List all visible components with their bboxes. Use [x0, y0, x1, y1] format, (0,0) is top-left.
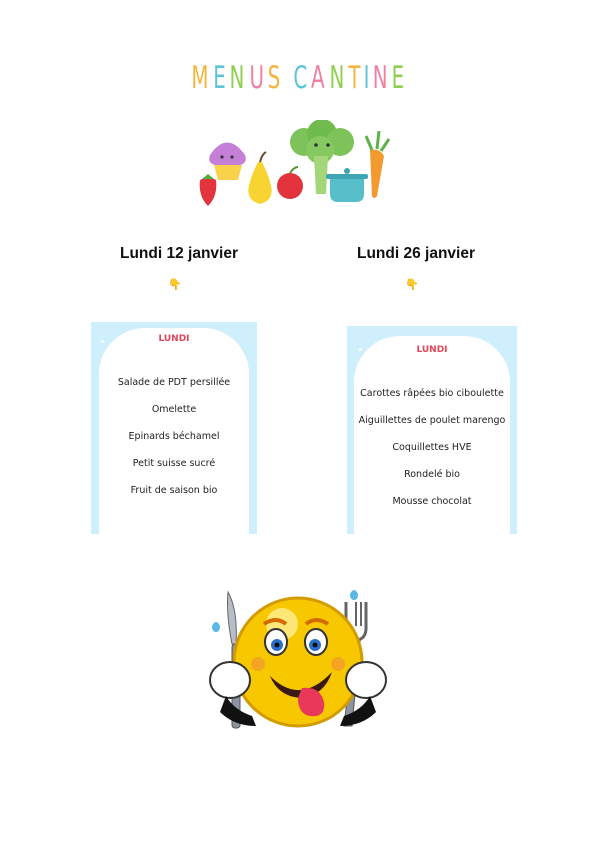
menu-list-1	[91, 369, 257, 504]
menu-item: Coquillettes HVE	[392, 442, 472, 453]
menu-item: Epinards béchamel	[128, 431, 220, 442]
menu-item: Mousse chocolat	[392, 496, 472, 507]
title-letter: E	[212, 60, 226, 96]
title-letter	[283, 60, 290, 96]
title-letter: N	[229, 60, 245, 96]
title-letter: N	[372, 60, 388, 96]
title-letter: I	[363, 60, 370, 96]
menu-item: Aiguillettes de poulet marengo	[358, 415, 506, 426]
title-letter: S	[267, 60, 281, 96]
card-title-2: LUNDI	[416, 345, 448, 355]
day-heading-2: Lundi 26 janvier	[357, 245, 476, 262]
card-title-1: LUNDI	[158, 334, 190, 344]
menu-item: Petit suisse sucré	[132, 458, 216, 469]
title-letter: T	[347, 60, 361, 96]
fruits-vegetables-illustration-icon	[192, 120, 402, 210]
title-letter: N	[328, 60, 345, 96]
menu-item: Omelette	[151, 404, 197, 415]
menu-list-2	[347, 380, 517, 515]
hungry-smiley-with-cutlery-icon	[200, 584, 400, 744]
title-letter: U	[248, 60, 264, 96]
pointing-hand-down-icon: 👇	[405, 278, 419, 291]
menu-item: Salade de PDT persillée	[117, 377, 231, 388]
title-letter: E	[391, 60, 405, 96]
menu-item: Carottes râpées bio ciboulette	[360, 388, 504, 399]
menu-card-2	[347, 326, 517, 534]
title-letter: C	[292, 60, 308, 96]
pointing-hand-down-icon: 👇	[168, 278, 182, 291]
title-letter: M	[191, 60, 209, 96]
menu-item: Rondelé bio	[404, 469, 460, 480]
page-title	[0, 60, 595, 96]
menu-card-1	[91, 322, 257, 534]
day-heading-1: Lundi 12 janvier	[120, 245, 239, 262]
menu-item: Fruit de saison bio	[130, 485, 218, 496]
title-letter: A	[310, 60, 326, 96]
